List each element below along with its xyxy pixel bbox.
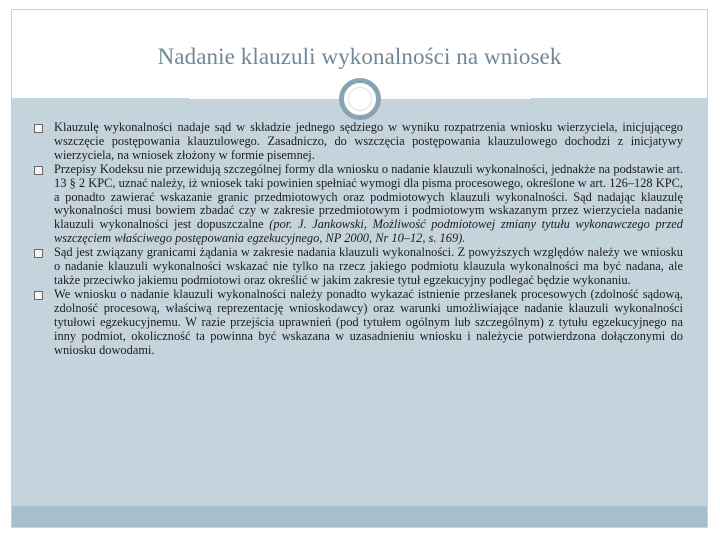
square-bullet-icon — [34, 291, 43, 300]
page-title: Nadanie klauzuli wykonalności na wniosek — [157, 44, 562, 69]
ring-inner — [348, 87, 372, 111]
square-bullet-icon — [34, 124, 43, 133]
square-bullet-icon — [34, 166, 43, 175]
bullet-text — [54, 162, 683, 246]
list-item — [34, 163, 683, 246]
square-bullet-icon — [34, 249, 43, 258]
bottom-band — [12, 506, 707, 527]
bullet-text: We wniosku o nadanie klauzuli wykonalności należy ponadto wykazać istnienie przesłanek procesowych (zdolność sądową, zdolność procesową, właściwą reprezentację wnioskodawcy) oraz warunki umożliwiające nadanie klauzuli wykonalności tytułowi egzekucyjnemu. W razie przejścia uprawnień (pod tytułem ogólnym lub szczególnym) z tytułu egzekucyjnego na inny podmiot, okoliczność ta powinna być wskazana w uzasadnieniu wniosku i należycie potwierdzona dołączonymi do wniosku dowodami. — [54, 286, 683, 357]
list-item — [34, 246, 683, 288]
bullet-list — [34, 121, 683, 357]
list-item — [34, 288, 683, 358]
bullet-text: Sąd jest związany granicami żądania w zakresie nadania klauzuli wykonalności. Z powyższych względów należy we wniosku o nadanie klauzuli wykonalności wskazać nie tylko na rzecz jakiego podmiotu klauzula wykonalności ma być nadana, ale także przeciwko jakiemu podmiotowi oraz określić w jakim zakresie tytuł egzekucyjny podlegać będzie wykonaniu. — [54, 245, 683, 287]
bullet-citation: (por. J. Jankowski, Możliwość podmiotowej zmiany tytułu wykonawczego przed wszczęciem właściwego postępowania egzekucyjnego, NP 2000, Nr 10–12, s. 169). — [54, 217, 683, 246]
list-item — [34, 121, 683, 163]
bullet-text-main: Przepisy Kodeksu nie przewidują szczególnej formy dla wniosku o nadanie klauzuli wykonalności, jednakże na podstawie art. 13 § 2 KPC, uznać należy, iż wniosek taki powinien spełniać wymogi dla pisma procesowego, określone w art. 126–128 KPC, a ponadto zawierać wskazanie granic przedmiotowych oraz podmiotowych klauzuli wykonalności. Sąd nadając klauzulę wykonalności musi bowiem zbadać czy w zakresie przedmiotowym i podmiotowym wskazanym przez wierzyciela nadanie klauzuli wykonalności jest dopuszczalne — [54, 161, 683, 232]
ring-ornament-icon — [339, 78, 381, 120]
bullet-text: Klauzulę wykonalności nadaje sąd w składzie jednego sędziego w wyniku rozpatrzenia wniosku wierzyciela, inicjującego wszczęcie postępowania klauzulowego. Zasadniczo, do wszczęcia postępowania klauzulowego dochodzi z inicjatywy wierzyciela, na wniosek złożony w formie pisemnej. — [54, 120, 683, 162]
